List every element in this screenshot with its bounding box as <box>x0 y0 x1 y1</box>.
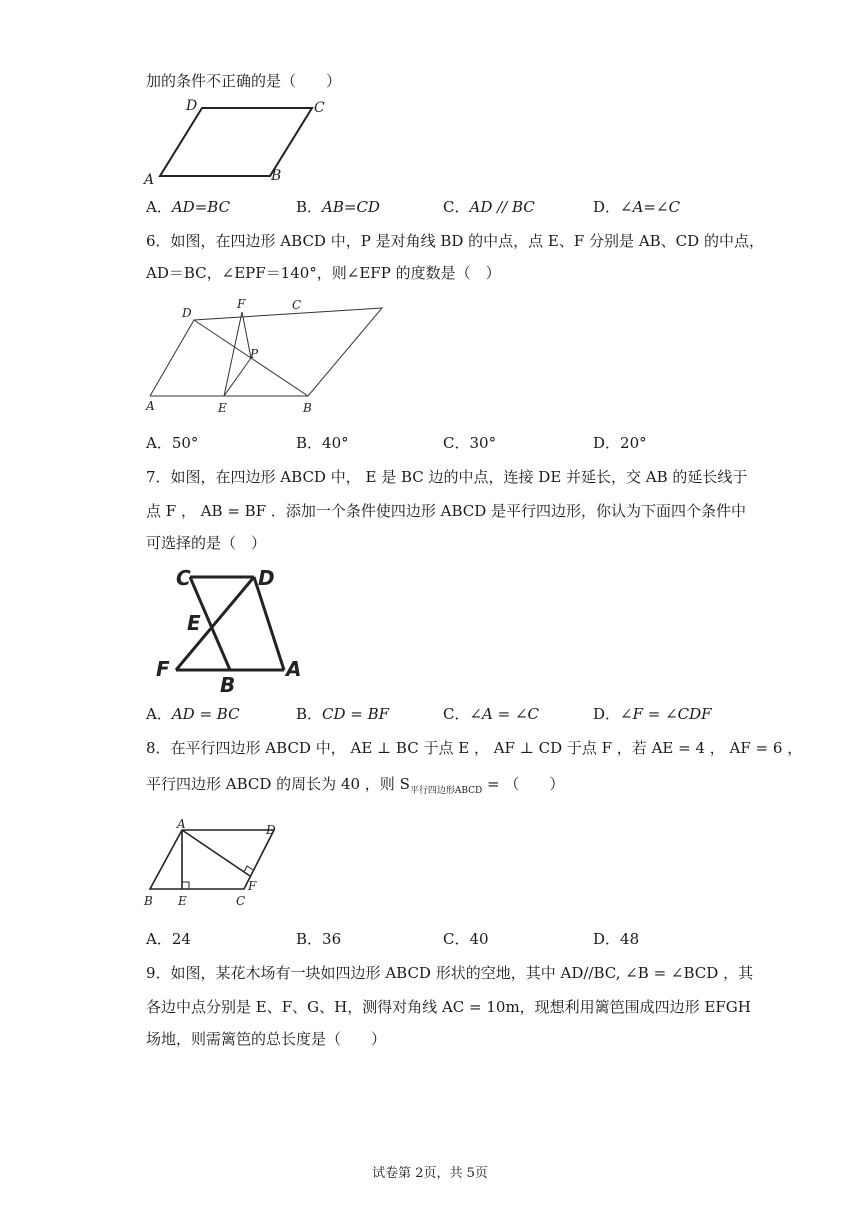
q5-label-c: C <box>314 100 325 116</box>
q9-stem-line3: 场地，则需篱笆的总长度是（ ） <box>146 1030 387 1048</box>
q7-label-f: F <box>156 657 170 681</box>
q8-label-b: B <box>144 894 153 908</box>
q6-label-p: P <box>250 347 259 361</box>
q6-option-b[interactable]: B．40° <box>296 434 349 452</box>
q6-label-e: E <box>218 401 227 415</box>
q6-label-a: A <box>146 399 155 413</box>
q8-option-b[interactable]: B．36 <box>296 930 342 948</box>
q8-option-a[interactable]: A．24 <box>146 930 191 948</box>
q7-option-b[interactable]: B．CD = BF <box>296 705 390 723</box>
q6-figure <box>140 296 330 416</box>
q8-stem-line1: 8．在平行四边形 ABCD 中， AE ⊥ BC 于点 E ， AF ⊥ CD 于点 F ，若 AE = 4 ， AF = 6 ， <box>146 739 803 757</box>
q7-label-d: D <box>258 566 275 590</box>
q6-label-c: C <box>292 298 302 312</box>
q7-stem-line1: 7．如图，在四边形 ABCD 中， E 是 BC 边的中点，连接 DE 并延长，交 AB 的延长线于 <box>146 468 748 486</box>
q6-label-d: D <box>182 306 192 320</box>
q7-stem-line3: 可选择的是（ ） <box>146 534 267 552</box>
q7-label-b: B <box>220 673 236 697</box>
q9-stem-line2: 各边中点分别是 E、F、G、H，测得对角线 AC = 10m，现想利用篱笆围成四边形 EFGH <box>146 998 751 1016</box>
page-footer: 试卷第 2页，共 5页 <box>372 1166 488 1181</box>
q5-label-a: A <box>144 172 155 188</box>
q9-stem-line1: 9．如图，某花木场有一块如四边形 ABCD 形状的空地，其中 AD//BC, ∠B = ∠BCD ，其 <box>146 964 754 982</box>
q6-option-d[interactable]: D．20° <box>593 434 647 452</box>
q8-label-a: A <box>177 817 186 831</box>
q8-option-d[interactable]: D．48 <box>593 930 640 948</box>
q7-label-c: C <box>176 566 191 590</box>
q8-label-f: F <box>248 879 257 893</box>
q5-stem: 加的条件不正确的是（ ） <box>146 72 342 90</box>
q7-option-d[interactable]: D．∠F = ∠CDF <box>593 705 712 723</box>
q6-option-c[interactable]: C．30° <box>443 434 497 452</box>
q5-option-b[interactable]: B．AB=CD <box>296 198 380 216</box>
q7-stem-line2: 点 F ， AB = BF ．添加一个条件使四边形 ABCD 是平行四边形，你认为下面四个条件中 <box>146 502 747 520</box>
q5-option-c[interactable]: C．AD // BC <box>443 198 535 216</box>
q7-figure <box>150 564 310 697</box>
q8-label-e: E <box>178 894 187 908</box>
q6-label-f: F <box>237 297 246 311</box>
q5-label-b: B <box>271 168 282 184</box>
q6-option-a[interactable]: A．50° <box>146 434 199 452</box>
q8-stem-line2: 平行四边形 ABCD 的周长为 40 ，则 $S_{平行四边形ABCD}$ = （ ） <box>146 775 565 796</box>
q8-label-c: C <box>236 894 246 908</box>
q5-option-d[interactable]: D．∠A=∠C <box>593 198 681 216</box>
q8-option-c[interactable]: C．40 <box>443 930 489 948</box>
q6-stem-line1: 6．如图，在四边形 ABCD 中，P 是对角线 BD 的中点，点 E、F 分别是 AB、CD 的中点， <box>146 232 764 250</box>
q5-option-a[interactable]: A．AD=BC <box>146 198 231 216</box>
q6-label-b: B <box>303 401 312 415</box>
q7-label-e: E <box>187 611 201 635</box>
q5-label-d: D <box>186 98 198 114</box>
q8-label-d: D <box>266 823 276 837</box>
q8-figure <box>140 817 300 910</box>
q7-label-a: A <box>286 657 302 681</box>
q5-figure <box>140 98 340 188</box>
q7-option-a[interactable]: A．AD = BC <box>146 705 240 723</box>
q7-option-c[interactable]: C．∠A = ∠C <box>443 705 540 723</box>
q6-stem-line2: AD＝BC，∠EPF＝140°，则∠EFP 的度数是（ ） <box>146 264 501 282</box>
